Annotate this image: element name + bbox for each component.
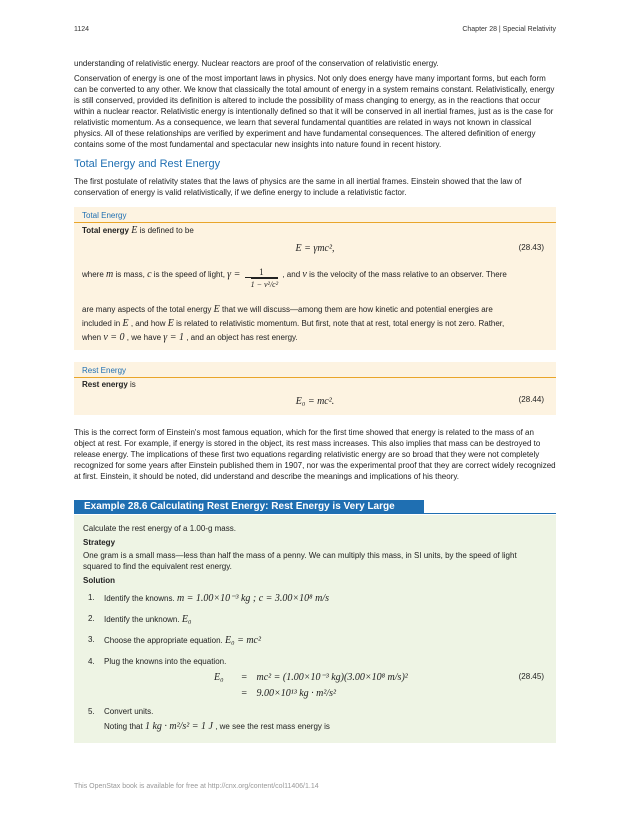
example-box [74, 515, 556, 743]
where-text-3: is the speed of light, [153, 270, 225, 279]
example-title: Example 28.6 Calculating Rest Energy: Rest Energy is Very Large [74, 500, 424, 514]
equation-number: (28.43) [518, 243, 544, 252]
step-text: Plug the knowns into the equation. [104, 657, 227, 666]
equation-number: (28.45) [518, 672, 544, 681]
total-energy-line2 [82, 304, 493, 315]
var-E: E [122, 318, 129, 329]
equation-number: (28.44) [518, 395, 544, 404]
total-energy-box [74, 207, 556, 350]
line4-text-a: when [82, 333, 102, 342]
section-paragraph: The first postulate of relativity states that the laws of physics are the same in all inertial frames. Einstein showed that the law of conservation of energy is valid relativistically, if we define energy to include a relativistic factor. [74, 177, 522, 197]
einstein-paragraph: This is the correct form of Einstein's most famous equation, which for the first time showed that energy is related to the mass of an object at rest. For example, if energy is stored in the object, its rest mass increases. This also implies that mass can be destroyed to release energy. The implications of these first two equations regarding relativistic energy are so broad that they were not completely recognized for some years after Einstein published them in 1907, nor was the experimental proof that they are correct widely recognized at first. Einstein, it should be noted, did understand and describe the meanings and implications of his theory. [74, 428, 556, 481]
chapter-title: Chapter 28 | Special Relativity [462, 26, 556, 33]
gamma-equals-one: γ = 1 [163, 332, 184, 343]
step-math: E₀ [181, 614, 192, 625]
line3-text-a: included in [82, 319, 121, 328]
step-content [104, 635, 261, 646]
where-text-5: is the velocity of the mass relative to an observer. There [309, 270, 507, 279]
step-text: Identify the knowns. [104, 594, 175, 603]
line4-text-c: , and an object has rest energy. [186, 333, 298, 342]
eq-operator: = [241, 688, 248, 699]
intro-paragraph-2: Conservation of energy is one of the most important laws in physics. Not only does energy have many important forms, but each form can be converted to any other. We know that classically the total amount of energy in a system remains constant. Relativistically, energy is still conserved, provided its definition is altered to include the possibility of mass changing to energy, as in the reactions that occur within a nuclear reactor. Relativistic energy is intentionally defined so that it will be conserved in all inertial frames, just as is the case for relativistic momentum. As a consequence, we learn that several fundamental quantities are related in ways not known in classical physics. All of these relationships are verified by experiment and have fundamental consequences. The altered definition of energy contains some of the most fundamental and spectacular new insights into nature found in recent history. [74, 74, 555, 149]
example-prompt: Calculate the rest energy of a 1.00-g mass. [83, 524, 236, 533]
step-math: E₀ = mc² [225, 635, 261, 646]
var-c: c [147, 269, 152, 280]
line3-text-b: , and how [130, 319, 166, 328]
eq-lhs: E₀ [214, 672, 224, 683]
total-energy-box-title: Total Energy [74, 207, 556, 223]
step-content [104, 614, 191, 625]
step-text: Convert units. [104, 707, 154, 716]
gamma-fraction [245, 267, 279, 289]
equation-text: E = γmc², [295, 243, 335, 254]
footer-text: This OpenStax book is available for free at http://cnx.org/content/col11406/1.14 [74, 783, 319, 790]
step-number: 1. [88, 593, 95, 602]
step-text: Choose the appropriate equation. [104, 636, 223, 645]
einstein-block [74, 427, 556, 482]
line2-text-a: are many aspects of the total energy [82, 305, 212, 314]
total-energy-term: Total energy [82, 226, 129, 235]
equation-text: E₀ = mc². [295, 396, 335, 407]
strategy-label: Strategy [83, 538, 116, 547]
solution-label: Solution [83, 576, 115, 585]
var-v: v [302, 269, 307, 280]
where-line [82, 269, 507, 291]
step-number: 3. [88, 635, 95, 644]
example-title-rule [74, 513, 556, 514]
var-E: E [213, 304, 220, 315]
total-energy-line4 [82, 332, 298, 343]
definition-text: is defined to be [139, 226, 194, 235]
where-text-1: where [82, 270, 104, 279]
gamma-lhs: γ = [227, 269, 241, 280]
step-content [104, 593, 329, 604]
line4-text-b: , we have [126, 333, 162, 342]
step-text: Identify the unknown. [104, 615, 180, 624]
rest-energy-box [74, 362, 556, 415]
plug-in-equation-line-2 [214, 688, 336, 699]
step-number: 2. [88, 614, 95, 623]
eq-rhs: 9.00×10¹³ kg · m²/s² [256, 688, 337, 699]
rest-energy-box-title: Rest Energy [74, 362, 556, 378]
v-equals-zero: v = 0 [103, 332, 125, 343]
section-block [74, 158, 556, 198]
rest-energy-equation [74, 396, 556, 407]
section-heading: Total Energy and Rest Energy [74, 158, 221, 170]
var-E: E [167, 318, 174, 329]
fraction-denominator: 1 − v²/c² [250, 280, 279, 289]
definition-text: is [130, 380, 136, 389]
intro-paragraph-1: understanding of relativistic energy. Nuclear reactors are proof of the conservation of relativistic energy. [74, 59, 439, 68]
eq-rhs: mc² = (1.00×10⁻³ kg)(3.00×10⁸ m/s)² [256, 672, 408, 683]
step-math: m = 1.00×10⁻³ kg ; c = 3.00×10⁸ m/s [176, 593, 330, 604]
strategy-text: One gram is a small mass—less than half the mass of a penny. We can multiply this mass, in SI units, by the speed of light squared to find the equivalent rest energy. [83, 551, 517, 571]
step-number: 4. [88, 657, 95, 666]
note-math: 1 kg · m²/s² = 1 J [144, 721, 213, 732]
total-energy-equation [74, 243, 556, 254]
eq-operator: = [241, 672, 248, 683]
rest-energy-definition [82, 380, 136, 389]
line2-text-b: that we will discuss—among them are how kinetic and potential energies are [221, 305, 493, 314]
intro-block [74, 58, 556, 150]
where-text-2: is mass, [115, 270, 145, 279]
var-E: E [131, 225, 138, 236]
plug-in-equation-line-1 [214, 672, 408, 683]
total-energy-line3 [82, 318, 504, 329]
var-m: m [106, 269, 114, 280]
where-text-4: , and [282, 270, 301, 279]
step-number: 5. [88, 707, 95, 716]
rest-energy-term: Rest energy [82, 380, 128, 389]
fraction-numerator: 1 [245, 267, 279, 278]
step-5-note [104, 721, 330, 732]
total-energy-definition [82, 225, 194, 236]
note-text-b: , we see the rest mass energy is [215, 722, 330, 731]
note-text-a: Noting that [104, 722, 143, 731]
line3-text-c: is related to relativistic momentum. But first, note that at rest, total energy is not zero. Rather, [176, 319, 505, 328]
page-number: 1124 [74, 26, 90, 33]
